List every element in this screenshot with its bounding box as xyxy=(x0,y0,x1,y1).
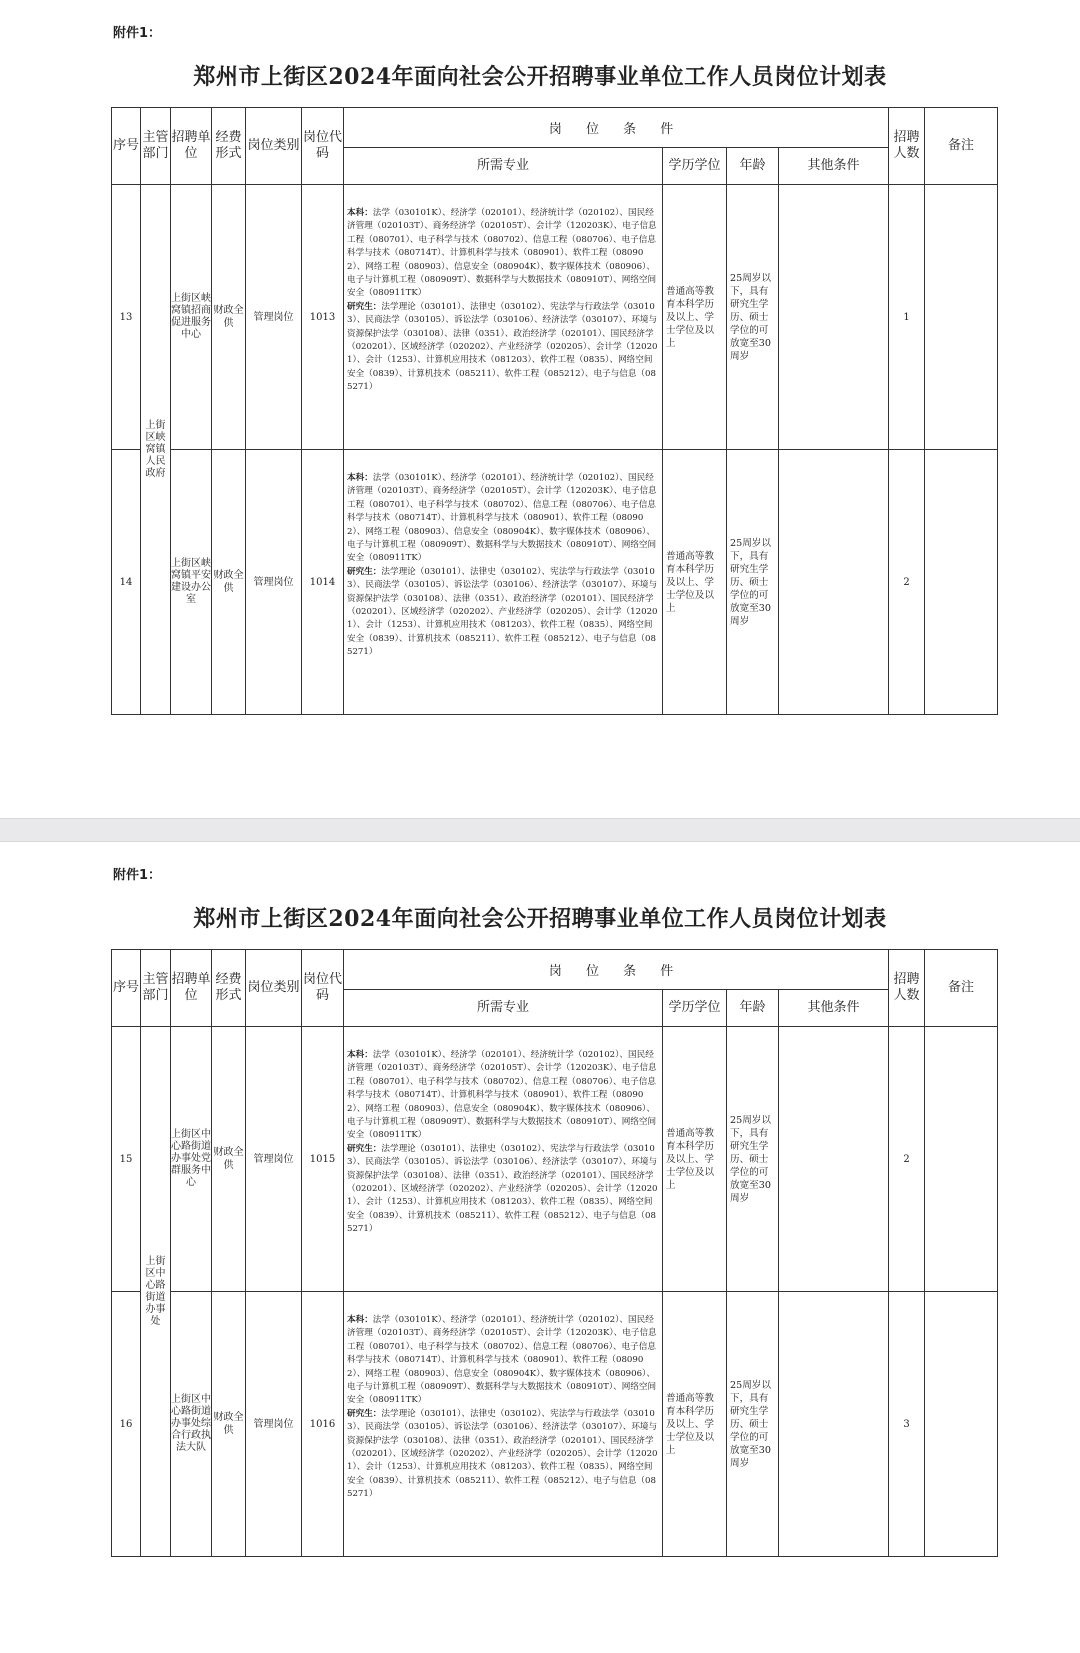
fund-cell: 财政全供 xyxy=(212,450,246,715)
table-row xyxy=(112,450,998,715)
header-conditions: 岗 位 条 件 xyxy=(344,108,889,148)
header-education: 学历学位 xyxy=(663,148,727,185)
header-category: 岗位类别 xyxy=(246,950,302,1027)
header-code: 岗位代码 xyxy=(302,108,344,185)
header-major: 所需专业 xyxy=(344,990,663,1027)
other-cell xyxy=(779,185,889,450)
age-cell: 25周岁以下，具有研究生学历、硕士学位的可放宽至30周岁 xyxy=(727,450,779,715)
document-page-1 xyxy=(0,0,1080,818)
unit-cell: 上街区中心路街道办事处党群服务中心 xyxy=(171,1027,212,1292)
category-cell: 管理岗位 xyxy=(246,1027,302,1292)
undergrad-majors: 法学（030101K）、经济学（020101）、经济统计学（020102）、国民经济管理（020103T）、商务经济学（020105T）、会计学（120203K）、电子信息工程（080701）、电子科学与技术（080702）、信息工程（080706）、电子信息科学与技术（080714T）、计算机科学与技术（080901）、软件工程（080902）、网络工程（080903）、信息安全（080904K）、数字媒体技术（080906）、电子与计算机工程（080909T）、数据科学与大数据技术（080910T）、网络空间安全（080911TK） xyxy=(347,208,657,299)
grad-majors: 法学理论（030101）、法律史（030102）、宪法学与行政法学（030103）、民商法学（030105）、诉讼法学（030106）、经济法学（030107）、环境与资源保护法学（030108）、法律（0351）、政治经济学（020101）、国民经济学（020201）、区域经济学（020202）、产业经济学（020205）、会计学（120201）、会计（1253）、计算机应用技术（081203）、软件工程（0835）、网络空间安全（0839）、计算机技术（085211）、软件工程（085212）、电子与信息（085271） xyxy=(347,1408,658,1500)
major-cell xyxy=(344,1292,663,1557)
header-education: 学历学位 xyxy=(663,990,727,1027)
undergrad-majors: 法学（030101K）、经济学（020101）、经济统计学（020102）、国民经济管理（020103T）、商务经济学（020105T）、会计学（120203K）、电子信息工程（080701）、电子科学与技术（080702）、信息工程（080706）、电子信息科学与技术（080714T）、计算机科学与技术（080901）、软件工程（080902）、网络工程（080903）、信息安全（080904K）、数字媒体技术（080906）、电子与计算机工程（080909T）、数据科学与大数据技术（080910T）、网络空间安全（080911TK） xyxy=(347,1315,657,1406)
header-count: 招聘人数 xyxy=(889,950,925,1027)
count-cell: 1 xyxy=(889,185,925,450)
header-other: 其他条件 xyxy=(779,148,889,185)
education-cell: 普通高等教育本科学历及以上、学士学位及以上 xyxy=(663,185,727,450)
header-fund: 经费形式 xyxy=(212,950,246,1027)
undergrad-majors: 法学（030101K）、经济学（020101）、经济统计学（020102）、国民经济管理（020103T）、商务经济学（020105T）、会计学（120203K）、电子信息工程（080701）、电子科学与技术（080702）、信息工程（080706）、电子信息科学与技术（080714T）、计算机科学与技术（080901）、软件工程（080902）、网络工程（080903）、信息安全（080904K）、数字媒体技术（080906）、电子与计算机工程（080909T）、数据科学与大数据技术（080910T）、网络空间安全（080911TK） xyxy=(347,1050,657,1141)
header-fund: 经费形式 xyxy=(212,108,246,185)
dept-cell: 上街区峡窝镇人民政府 xyxy=(141,185,171,715)
education-cell: 普通高等教育本科学历及以上、学士学位及以上 xyxy=(663,450,727,715)
header-remark: 备注 xyxy=(925,108,998,185)
age-cell: 25周岁以下，具有研究生学历、硕士学位的可放宽至30周岁 xyxy=(727,1292,779,1557)
unit-cell: 上街区峡窝镇招商促进服务中心 xyxy=(171,185,212,450)
page-divider xyxy=(0,818,1080,842)
table-row xyxy=(112,1292,998,1557)
header-age: 年龄 xyxy=(727,990,779,1027)
education-cell: 普通高等教育本科学历及以上、学士学位及以上 xyxy=(663,1292,727,1557)
grad-label: 研究生： xyxy=(347,301,382,312)
header-code: 岗位代码 xyxy=(302,950,344,1027)
count-cell: 3 xyxy=(889,1292,925,1557)
undergrad-label: 本科： xyxy=(347,1315,373,1325)
position-plan-table xyxy=(111,107,998,715)
education-cell: 普通高等教育本科学历及以上、学士学位及以上 xyxy=(663,1027,727,1292)
seq-cell: 13 xyxy=(112,185,141,450)
header-category: 岗位类别 xyxy=(246,108,302,185)
fund-cell: 财政全供 xyxy=(212,1027,246,1292)
grad-majors: 法学理论（030101）、法律史（030102）、宪法学与行政法学（030103）、民商法学（030105）、诉讼法学（030106）、经济法学（030107）、环境与资源保护法学（030108）、法律（0351）、政治经济学（020101）、国民经济学（020201）、区域经济学（020202）、产业经济学（020205）、会计学（120201）、会计（1253）、计算机应用技术（081203）、软件工程（0835）、网络空间安全（0839）、计算机技术（085211）、软件工程（085212）、电子与信息（085271） xyxy=(347,301,658,393)
unit-cell: 上街区中心路街道办事处综合行政执法大队 xyxy=(171,1292,212,1557)
category-cell: 管理岗位 xyxy=(246,185,302,450)
header-other: 其他条件 xyxy=(779,990,889,1027)
position-plan-table xyxy=(111,949,998,1557)
grad-majors: 法学理论（030101）、法律史（030102）、宪法学与行政法学（030103）、民商法学（030105）、诉讼法学（030106）、经济法学（030107）、环境与资源保护法学（030108）、法律（0351）、政治经济学（020101）、国民经济学（020201）、区域经济学（020202）、产业经济学（020205）、会计学（120201）、会计（1253）、计算机应用技术（081203）、软件工程（0835）、网络空间安全（0839）、计算机技术（085211）、软件工程（085212）、电子与信息（085271） xyxy=(347,566,658,658)
document-page-2 xyxy=(0,842,1080,1653)
age-cell: 25周岁以下，具有研究生学历、硕士学位的可放宽至30周岁 xyxy=(727,1027,779,1292)
major-cell xyxy=(344,450,663,715)
remark-cell xyxy=(925,1027,998,1292)
header-unit: 招聘单位 xyxy=(171,950,212,1027)
grad-label: 研究生： xyxy=(347,566,382,577)
header-age: 年龄 xyxy=(727,148,779,185)
seq-cell: 16 xyxy=(112,1292,141,1557)
header-remark: 备注 xyxy=(925,950,998,1027)
undergrad-label: 本科： xyxy=(347,208,373,218)
header-seq: 序号 xyxy=(112,108,141,185)
dept-cell: 上街区中心路街道办事处 xyxy=(141,1027,171,1557)
header-unit: 招聘单位 xyxy=(171,108,212,185)
undergrad-label: 本科： xyxy=(347,1050,373,1060)
attachment-label: 附件1： xyxy=(113,26,162,41)
other-cell xyxy=(779,450,889,715)
header-dept: 主管部门 xyxy=(141,950,171,1027)
header-conditions: 岗 位 条 件 xyxy=(344,950,889,990)
major-cell xyxy=(344,1027,663,1292)
undergrad-label: 本科： xyxy=(347,473,373,483)
major-cell xyxy=(344,185,663,450)
count-cell: 2 xyxy=(889,1027,925,1292)
fund-cell: 财政全供 xyxy=(212,1292,246,1557)
unit-cell: 上街区峡窝镇平安建设办公室 xyxy=(171,450,212,715)
page-title: 郑州市上街区2024年面向社会公开招聘事业单位工作人员岗位计划表 xyxy=(193,64,887,90)
table-row xyxy=(112,185,998,450)
other-cell xyxy=(779,1027,889,1292)
category-cell: 管理岗位 xyxy=(246,450,302,715)
header-dept: 主管部门 xyxy=(141,108,171,185)
page-title: 郑州市上街区2024年面向社会公开招聘事业单位工作人员岗位计划表 xyxy=(193,906,887,932)
attachment-label: 附件1： xyxy=(113,868,162,883)
code-cell: 1013 xyxy=(302,185,344,450)
header-major: 所需专业 xyxy=(344,148,663,185)
remark-cell xyxy=(925,450,998,715)
seq-cell: 15 xyxy=(112,1027,141,1292)
table-row xyxy=(112,1027,998,1292)
code-cell: 1014 xyxy=(302,450,344,715)
count-cell: 2 xyxy=(889,450,925,715)
undergrad-majors: 法学（030101K）、经济学（020101）、经济统计学（020102）、国民经济管理（020103T）、商务经济学（020105T）、会计学（120203K）、电子信息工程（080701）、电子科学与技术（080702）、信息工程（080706）、电子信息科学与技术（080714T）、计算机科学与技术（080901）、软件工程（080902）、网络工程（080903）、信息安全（080904K）、数字媒体技术（080906）、电子与计算机工程（080909T）、数据科学与大数据技术（080910T）、网络空间安全（080911TK） xyxy=(347,473,657,564)
code-cell: 1016 xyxy=(302,1292,344,1557)
age-cell: 25周岁以下，具有研究生学历、硕士学位的可放宽至30周岁 xyxy=(727,185,779,450)
remark-cell xyxy=(925,1292,998,1557)
header-seq: 序号 xyxy=(112,950,141,1027)
code-cell: 1015 xyxy=(302,1027,344,1292)
remark-cell xyxy=(925,185,998,450)
grad-label: 研究生： xyxy=(347,1408,382,1419)
header-count: 招聘人数 xyxy=(889,108,925,185)
other-cell xyxy=(779,1292,889,1557)
grad-label: 研究生： xyxy=(347,1143,382,1154)
fund-cell: 财政全供 xyxy=(212,185,246,450)
category-cell: 管理岗位 xyxy=(246,1292,302,1557)
grad-majors: 法学理论（030101）、法律史（030102）、宪法学与行政法学（030103）、民商法学（030105）、诉讼法学（030106）、经济法学（030107）、环境与资源保护法学（030108）、法律（0351）、政治经济学（020101）、国民经济学（020201）、区域经济学（020202）、产业经济学（020205）、会计学（120201）、会计（1253）、计算机应用技术（081203）、软件工程（0835）、网络空间安全（0839）、计算机技术（085211）、软件工程（085212）、电子与信息（085271） xyxy=(347,1143,658,1235)
seq-cell: 14 xyxy=(112,450,141,715)
